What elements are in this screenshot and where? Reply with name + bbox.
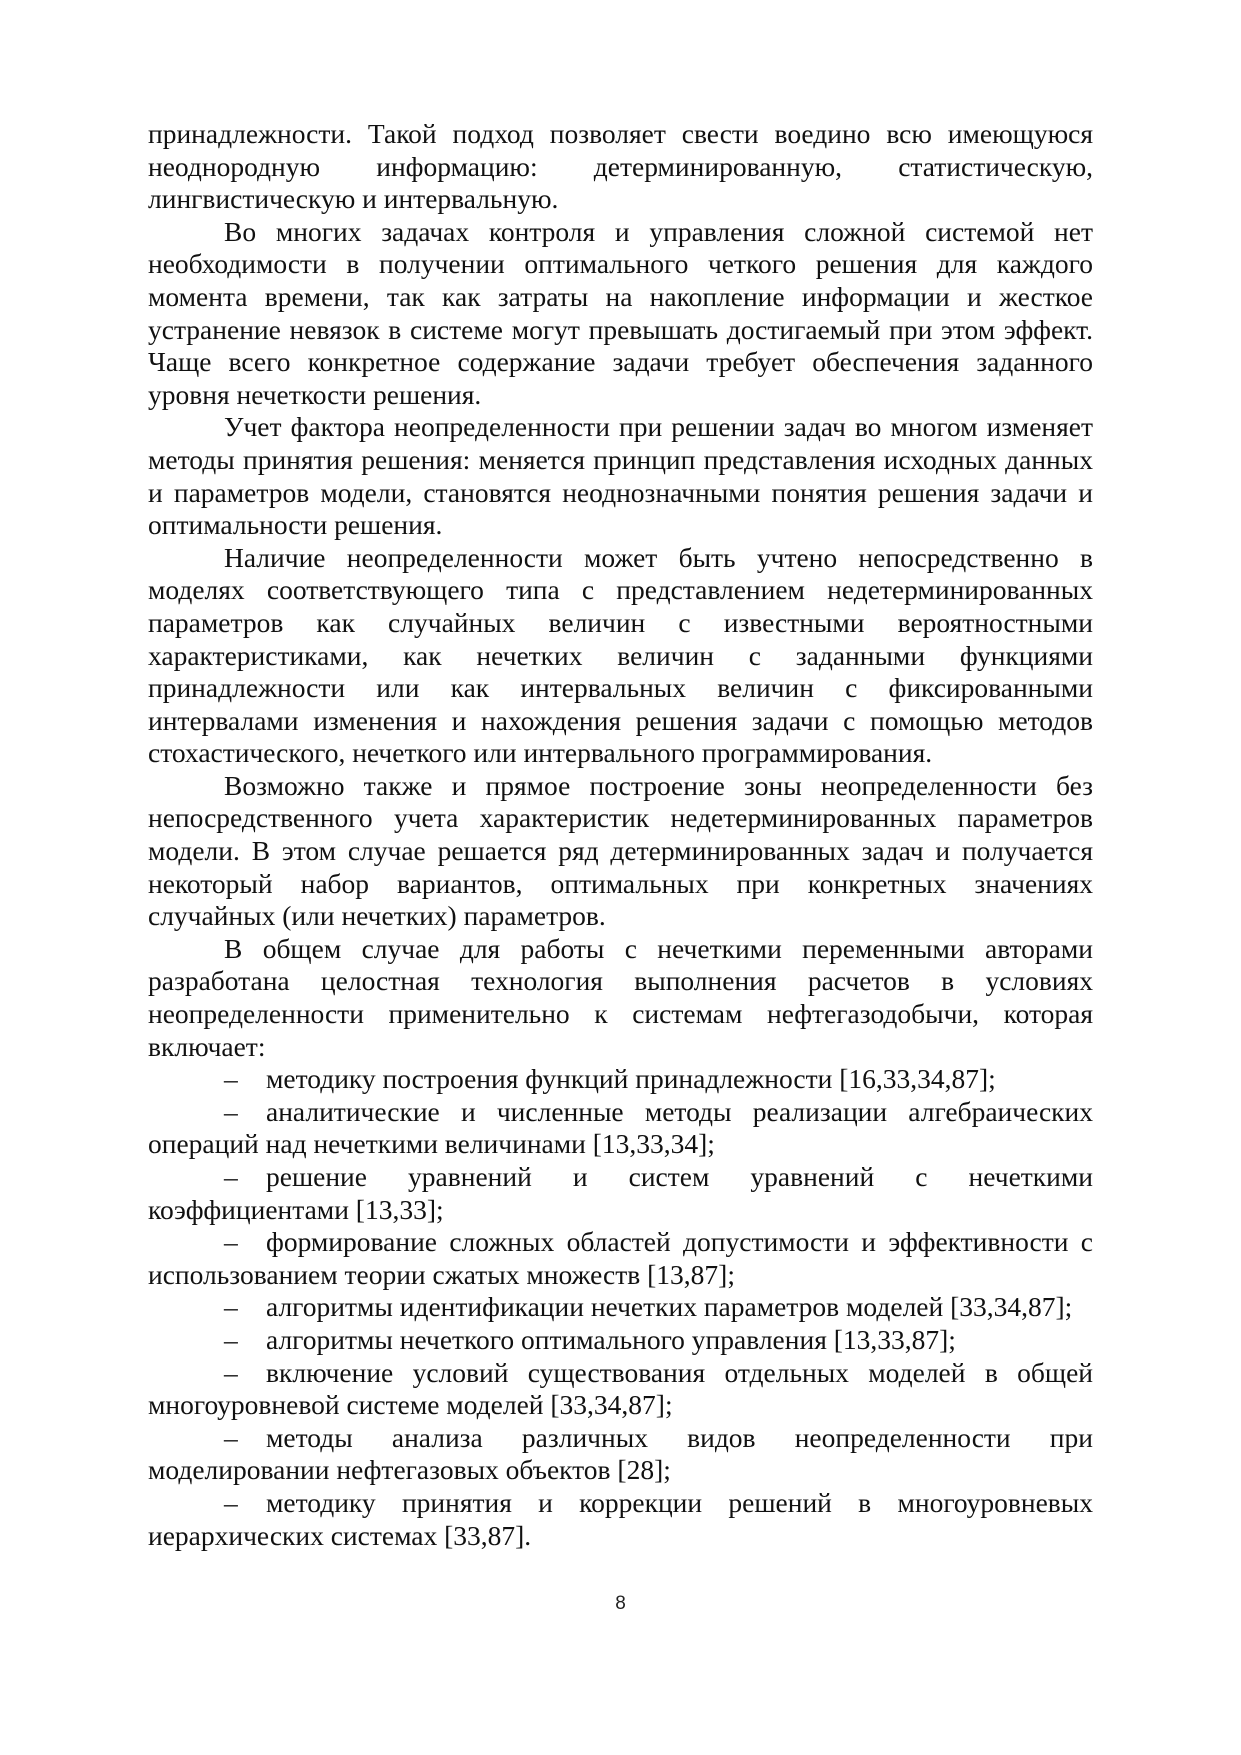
dash-marker: – xyxy=(224,1323,238,1355)
list-item xyxy=(148,1487,1093,1552)
list-item-text: включение условий существования отдельных моделей в общей многоуровневой системе моделей [33,34,87]; xyxy=(148,1356,1093,1421)
list-item xyxy=(148,1291,1093,1324)
list-item-text: алгоритмы нечеткого оптимального управления [13,33,87]; xyxy=(266,1323,956,1355)
list-item xyxy=(148,1357,1093,1422)
list-item xyxy=(148,1324,1093,1357)
list-item-text: методику принятия и коррекции решений в многоуровневых иерархических системах [33,87]. xyxy=(148,1486,1093,1551)
dash-marker: – xyxy=(224,1095,238,1127)
page-number: 8 xyxy=(615,1593,626,1614)
dash-marker: – xyxy=(224,1161,238,1192)
dash-marker: – xyxy=(224,1356,238,1388)
list-item-text: методику построения функций принадлежности [16,33,34,87]; xyxy=(266,1063,996,1095)
list-item-text: методы анализа различных видов неопределенности при моделировании нефтегазовых объектов [28]; xyxy=(148,1421,1093,1486)
paragraph: Учет фактора неопределенности при решении задач во многом изменяет методы принятия решения: меняется принцип представления исходных данных и параметров модели, становятся неоднозначными понятия решения задачи и оптимальности решения. xyxy=(148,411,1093,541)
list-item xyxy=(148,1226,1093,1291)
paragraph: Наличие неопределенности может быть учтено непосредственно в моделях соответствующего типа с представлением недетерминированных параметров как случайных величин с известными вероятностными характеристиками, как нечетких величин с заданными функциями принадлежности или как интервальных величин с фиксированными интервалами изменения и нахождения решения задачи с помощью методов стохастического, нечеткого или интервального программирования. xyxy=(148,541,1093,769)
paragraph-continuation: принадлежности. Такой подход позволяет свести воедино всю имеющуюся неоднородную информацию: детерминированную, статистическую, лингвистическую и интервальную. xyxy=(148,118,1093,215)
dash-marker: – xyxy=(224,1063,238,1095)
dash-marker: – xyxy=(224,1291,238,1323)
paragraph: Во многих задачах контроля и управления сложной системой нет необходимости в получении оптимального четкого решения для каждого момента времени, так как затраты на накопление информации и жесткое устранение невязок в системе могут превышать достигаемый при этом эффект. Чаще всего конкретное содержание задачи требует обеспечения заданного уровня нечеткости решения. xyxy=(148,215,1093,410)
document-body xyxy=(148,118,1093,1552)
list-item xyxy=(148,1063,1093,1096)
technology-list xyxy=(148,1063,1093,1552)
list-item xyxy=(148,1096,1093,1161)
list-item xyxy=(148,1422,1093,1487)
dash-marker: – xyxy=(224,1226,238,1258)
dash-marker: – xyxy=(224,1486,238,1518)
dash-marker: – xyxy=(224,1421,238,1453)
list-item-text: аналитические и численные методы реализации алгебраических операций над нечеткими величинами [13,33,34]; xyxy=(148,1095,1093,1160)
paragraph: Возможно также и прямое построение зоны неопределенности без непосредственного учета характеристик недетерминированных параметров модели. В этом случае решается ряд детерминированных задач и получается некоторый набор вариантов, оптимальных при конкретных значениях случайных (или нечетких) параметров. xyxy=(148,769,1093,932)
list-item xyxy=(148,1161,1093,1226)
paragraph: В общем случае для работы с нечеткими переменными авторами разработана целостная технология выполнения расчетов в условиях неопределенности применительно к системам нефтегазодобычи, которая включает: xyxy=(148,932,1093,1062)
list-item-text: формирование сложных областей допустимости и эффективности с использованием теории сжатых множеств [13,87]; xyxy=(148,1226,1093,1290)
list-item-text: решение уравнений и систем уравнений с нечеткими коэффициентами [13,33]; xyxy=(148,1161,1093,1225)
list-item-text: алгоритмы идентификации нечетких параметров моделей [33,34,87]; xyxy=(266,1291,1073,1323)
